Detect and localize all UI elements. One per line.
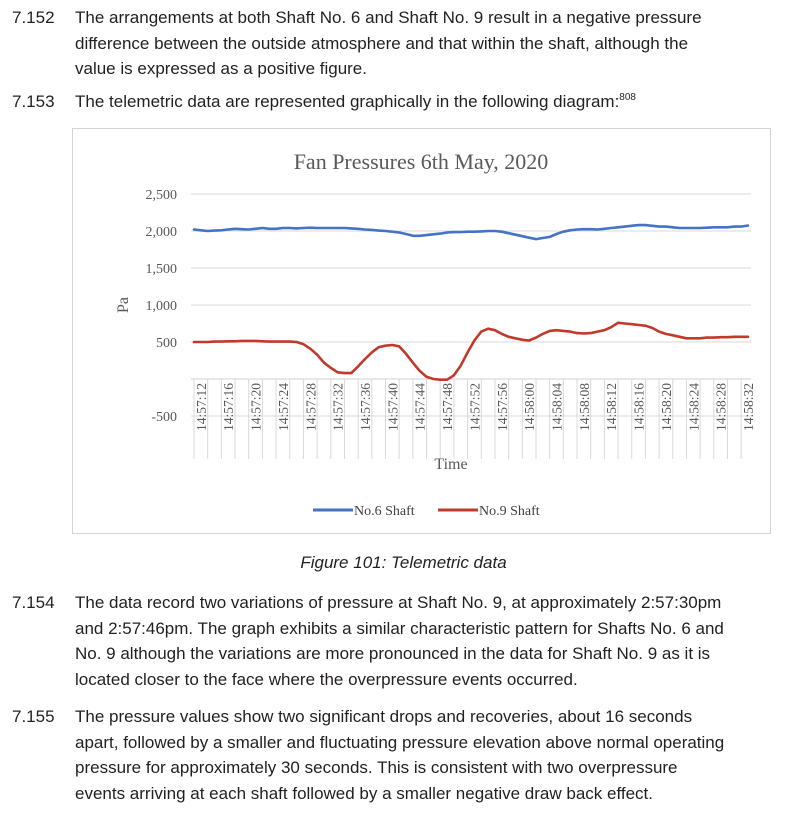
- series-line-no9-shaft: [194, 323, 748, 380]
- x-tick-label: 14:58:08: [576, 383, 592, 432]
- paragraph-body: [75, 704, 782, 806]
- paragraph-number: 7.152: [12, 8, 55, 27]
- x-tick-label: 14:57:20: [248, 383, 264, 432]
- chart-title: Fan Pressures 6th May, 2020: [293, 149, 549, 174]
- y-tick-label: 1,000: [145, 299, 177, 314]
- paragraph-body: [75, 89, 782, 115]
- x-tick-label: 14:58:24: [686, 383, 702, 432]
- x-tick-label: 14:58:32: [741, 383, 756, 432]
- paragraph-line: No. 9 although the variations are more pronounced in the data for Shaft No. 9 as it is: [75, 644, 711, 663]
- footnote-reference[interactable]: 808: [619, 92, 636, 103]
- paragraph-body: [75, 590, 782, 692]
- paragraph-line: value is expressed as a positive figure.: [75, 59, 367, 78]
- paragraph-line: pressure for approximately 30 seconds. This is consistent with two overpressure: [75, 758, 678, 777]
- paragraph-line: The data record two variations of pressure at Shaft No. 9, at approximately 2:57:30pm: [75, 593, 722, 612]
- x-tick-label: 14:57:32: [330, 383, 346, 432]
- series-line-no6-shaft: [194, 225, 748, 239]
- paragraph-7-154: [12, 590, 782, 692]
- x-tick-label: 14:58:16: [631, 383, 647, 432]
- y-tick-label: 2,000: [145, 225, 177, 240]
- paragraph-7-155: [12, 704, 782, 806]
- paragraph-line: apart, followed by a smaller and fluctuating pressure elevation above normal operating: [75, 732, 725, 752]
- x-tick-label: 14:58:04: [549, 383, 565, 432]
- y-tick-label: 2,500: [145, 188, 177, 203]
- paragraph-line: located closer to the face where the overpressure events occurred.: [75, 669, 578, 689]
- figure-caption: Figure 101: Telemetric data: [300, 553, 507, 572]
- paragraph-7-153: [12, 89, 782, 115]
- x-tick-label: 14:57:36: [357, 383, 373, 432]
- x-tick-label: 14:58:28: [713, 383, 729, 432]
- x-tick-label: 14:57:24: [275, 383, 291, 432]
- x-tick-label: 14:57:44: [412, 383, 428, 432]
- x-tick-label: 14:57:40: [385, 383, 401, 432]
- x-tick-label: 14:57:48: [440, 383, 456, 432]
- legend-label: No.9 Shaft: [479, 504, 540, 519]
- chart-canvas: [73, 129, 772, 535]
- paragraph-number: 7.153: [12, 92, 55, 111]
- y-tick-label: 500: [156, 336, 177, 351]
- paragraph-number: 7.155: [12, 707, 55, 726]
- x-axis-label: Time: [434, 456, 468, 473]
- paragraph-body: [75, 5, 782, 82]
- x-tick-label: 14:57:52: [467, 383, 483, 432]
- paragraph-line: events arriving at each shaft followed by a smaller negative draw back effect.: [75, 783, 653, 803]
- x-tick-label: 14:57:56: [494, 383, 510, 432]
- x-tick-label: 14:58:00: [522, 383, 538, 432]
- x-tick-label: 14:58:12: [604, 383, 620, 432]
- x-tick-label: 14:57:28: [303, 383, 319, 432]
- y-axis-label: Pa: [115, 297, 132, 313]
- legend-label: No.6 Shaft: [354, 504, 415, 519]
- fan-pressure-chart: [72, 128, 771, 534]
- y-tick-label: -500: [151, 410, 177, 425]
- x-tick-label: 14:57:12: [193, 383, 209, 432]
- paragraph-7-152: [12, 5, 782, 82]
- y-tick-label: 1,500: [145, 262, 177, 277]
- x-tick-label: 14:57:16: [221, 383, 237, 432]
- paragraph-line: difference between the outside atmosphere and that within the shaft, although the: [75, 33, 689, 53]
- paragraph-text: The telemetric data are represented graphically in the following diagram:: [75, 92, 620, 111]
- paragraph-line: and 2:57:46pm. The graph exhibits a similar characteristic pattern for Shafts No. 6 and: [75, 618, 724, 638]
- x-tick-label: 14:58:20: [658, 383, 674, 432]
- paragraph-number: 7.154: [12, 593, 55, 612]
- paragraph-line: The pressure values show two significant drops and recoveries, about 16 seconds: [75, 707, 693, 726]
- paragraph-line: The arrangements at both Shaft No. 6 and Shaft No. 9 result in a negative pressure: [75, 8, 702, 27]
